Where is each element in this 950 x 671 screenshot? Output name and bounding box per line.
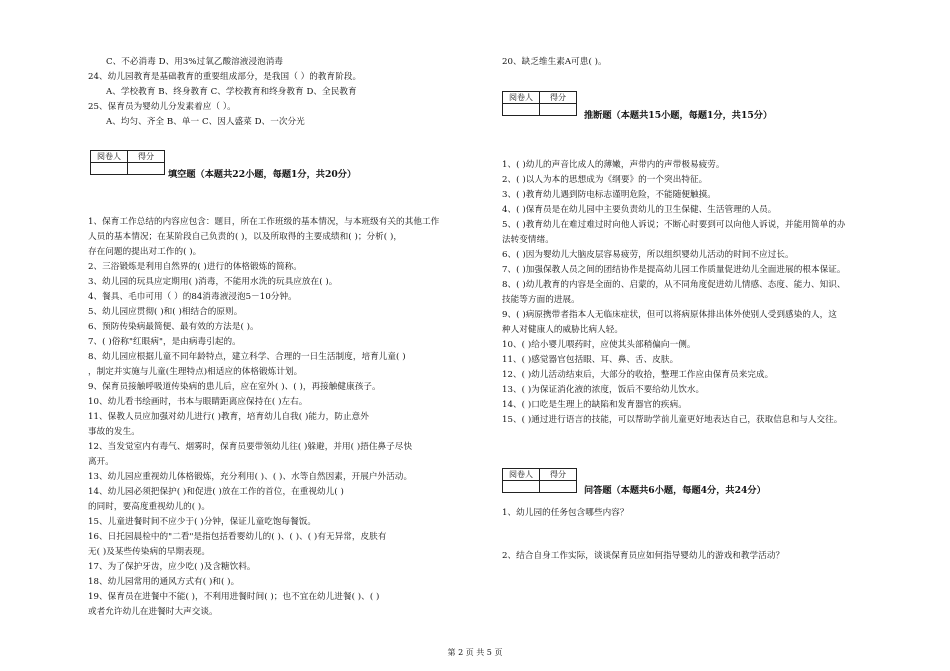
judge-line: 10、( )给小婴儿喂药时，应使其头部稍偏向一侧。	[502, 340, 696, 350]
score-table-qa	[502, 468, 577, 493]
fill-line: 离开。	[88, 457, 114, 467]
score-cell	[128, 163, 165, 175]
judge-line: 15、( )通过进行语言的技能，可以帮助学前儿童更好地表达自己，获取信息和与人交往。	[502, 415, 843, 425]
fill-line: 19、保育员在进餐中不能( )，不利用进餐时间( )；也不宜在幼儿进餐( )、( )	[88, 592, 380, 602]
score-label: 得分	[540, 92, 577, 104]
score-label: 得分	[128, 151, 165, 163]
fill-line: 或者允许幼儿在进餐时大声交谈。	[88, 607, 218, 617]
qa-line: 2、结合自身工作实际，谈谈保育员应如何指导婴幼儿的游戏和教学活动？	[502, 551, 785, 561]
fill-line: 的同时，要高度重视幼儿的( )。	[88, 502, 210, 512]
section-title-qa: 问答题（本题共6小题，每题4分，共24分）	[584, 485, 766, 496]
score-cell	[540, 481, 577, 493]
judge-line: 2、( )以人为本的思想成为《纲要》的一个突出特征。	[502, 175, 708, 185]
judge-line: 种人对健康人的威胁比病人轻。	[502, 325, 624, 335]
fill-line: 事故的发生。	[88, 427, 140, 437]
fill-line: 人员的基本情况；在某阶段自己负责的( )，以及所取得的主要成绩和( )；分析( )，	[88, 232, 403, 242]
fill-line: 5、幼儿园应贯彻( )和( )相结合的原则。	[88, 307, 243, 317]
judge-line: 法转变情绪。	[502, 235, 554, 245]
fill-line: 6、预防传染病最简便、最有效的方法是( )。	[88, 322, 259, 332]
fill-line: 2、三浴锻炼是利用自然界的( )进行的体格锻炼的简称。	[88, 262, 302, 272]
score-table-judge	[502, 91, 577, 116]
fill-line: 10、幼儿看书绘画时，书本与眼睛距离应保持在( )左右。	[88, 397, 308, 407]
grader-cell	[503, 481, 540, 493]
judge-line: 11、( )感觉器官包括眼、耳、鼻、舌、皮肤。	[502, 355, 679, 365]
grader-label: 阅卷人	[503, 92, 540, 104]
grader-cell	[91, 163, 128, 175]
fill-line: 3、幼儿园的玩具应定期用( )消毒，不能用水洗的玩具应放在( )。	[88, 277, 338, 287]
fill-line: 15、儿童进餐时间不应少于( )分钟，保证儿童吃饱每餐饭。	[88, 517, 317, 527]
fill-line: ，制定并实施与儿童(生理特点)相适应的体格锻炼计划。	[88, 367, 303, 377]
fill-line: 16、日托园晨检中的"二看"是指包括看婴幼儿的( )、( )、( )有无异常，皮肤有	[88, 532, 387, 542]
judge-line: 1、( )幼儿的声音比成人的薄嫩，声带内的声带极易疲劳。	[502, 160, 725, 170]
judge-line: 技能等方面的进展。	[502, 295, 580, 305]
section-title-fill-in: 填空题（本题共22小题，每题1分，共20分）	[168, 169, 357, 180]
fill-line: 17、为了保护牙齿，应少吃( )及含糖饮料。	[88, 562, 256, 572]
judge-line: 9、( )病原携带者指本人无临床症状，但可以将病原体排出体外使别人受到感染的人，这	[502, 310, 837, 320]
page-footer: 第 2 页 共 5 页	[447, 648, 503, 657]
section-title-judgement: 推断题（本题共15小题，每题1分，共15分）	[584, 110, 773, 121]
score-table-fill	[90, 150, 165, 175]
fill-line: 14、幼儿园必须把保护( )和促进( )放在工作的首位，在重视幼儿( )	[88, 487, 344, 497]
fill-line: 无( )及某些传染病的早期表现。	[88, 547, 210, 557]
fill-line: 8、幼儿园应根据儿童不同年龄特点，建立科学、合理的一日生活制度，培育儿童( )	[88, 352, 406, 362]
fill-line: 13、幼儿园应重视幼儿体格锻炼，充分利用( )、( )、水等自然因素，开展户外活动。	[88, 472, 413, 482]
grader-cell	[503, 104, 540, 116]
question-24-options: A、学校教育 B、终身教育 C、学校教育和终身教育 D、全民教育	[106, 87, 357, 97]
question-25: 25、保育员为婴幼儿分发素着应（ ）。	[88, 102, 236, 112]
fill-line: 12、当发觉室内有毒气、烟雾时，保育员要带领幼儿往( )躲避，并用( )捂住鼻子尽快	[88, 442, 413, 452]
fill-line: 11、保教人员应加强对幼儿进行( )教育，培育幼儿自我( )能力，防止意外	[88, 412, 369, 422]
fill-line: 7、( )俗称"红眼病"，是由病毒引起的。	[88, 337, 241, 347]
option-line-c-d: C、不必消毒 D、用3%过氧乙酸溶液浸泡消毒	[106, 57, 284, 67]
judge-line: 5、( )教育幼儿在难过难过时向他人诉说；不断心时要到可以向他人诉说，并能用简单的办	[502, 220, 846, 230]
grader-label: 阅卷人	[503, 469, 540, 481]
judge-line: 3、( )教育幼儿遇到防电标志谨明危险，不能随便触摸。	[502, 190, 716, 200]
fill-line: 存在问题的提出对工作的( )。	[88, 247, 202, 257]
grader-label: 阅卷人	[91, 151, 128, 163]
fill-line: 18、幼儿园常用的通风方式有( )和( )。	[88, 577, 240, 587]
judge-line: 8、( )幼儿教育的内容是全面的、启蒙的，从不同角度促进幼儿情感、态度、能力、知识、	[502, 280, 846, 290]
question-24: 24、幼儿园教育是基础教育的重要组成部分，是我国（ ）的教育阶段。	[88, 72, 362, 82]
score-cell	[540, 104, 577, 116]
fill-line: 4、餐具、毛巾可用（ ）的84消毒液浸泡5－10分钟。	[88, 292, 297, 302]
fill-line: 9、保育员接触呼吸道传染病的患儿后，应在室外( )、( )，再接触健康孩子。	[88, 382, 381, 392]
judge-line: 12、( )幼儿活动结束后，大部分的收拾，整理工作应由保育员来完成。	[502, 370, 774, 380]
judge-line: 4、( )保育员是在幼儿园中主要负责幼儿的卫生保健、生活管理的人员。	[502, 205, 777, 215]
judge-line: 13、( )为保证消化液的浓度，饭后不要给幼儿饮水。	[502, 385, 705, 395]
qa-line: 1、幼儿园的任务包含哪些内容？	[502, 508, 629, 518]
question-25-options: A、均匀、齐全 B、单一 C、因人盛菜 D、一次分光	[106, 117, 305, 127]
judge-line: 14、( )口吃是生理上的缺陷和发育器官的疾病。	[502, 400, 687, 410]
question-20: 20、缺乏维生素A可患( )。	[502, 57, 607, 67]
judge-line: 7、( )加强保教人员之间的团结协作是提高幼儿园工作质量促进幼儿全面进展的根本保证。	[502, 265, 846, 275]
fill-line: 1、保育工作总结的内容应包含：题目，所在工作班级的基本情况，与本班级有关的其他工作	[88, 217, 440, 227]
score-label: 得分	[540, 469, 577, 481]
judge-line: 6、( )因为婴幼儿大脑皮层容易疲劳，所以组织婴幼儿活动的时间不应过长。	[502, 250, 794, 260]
